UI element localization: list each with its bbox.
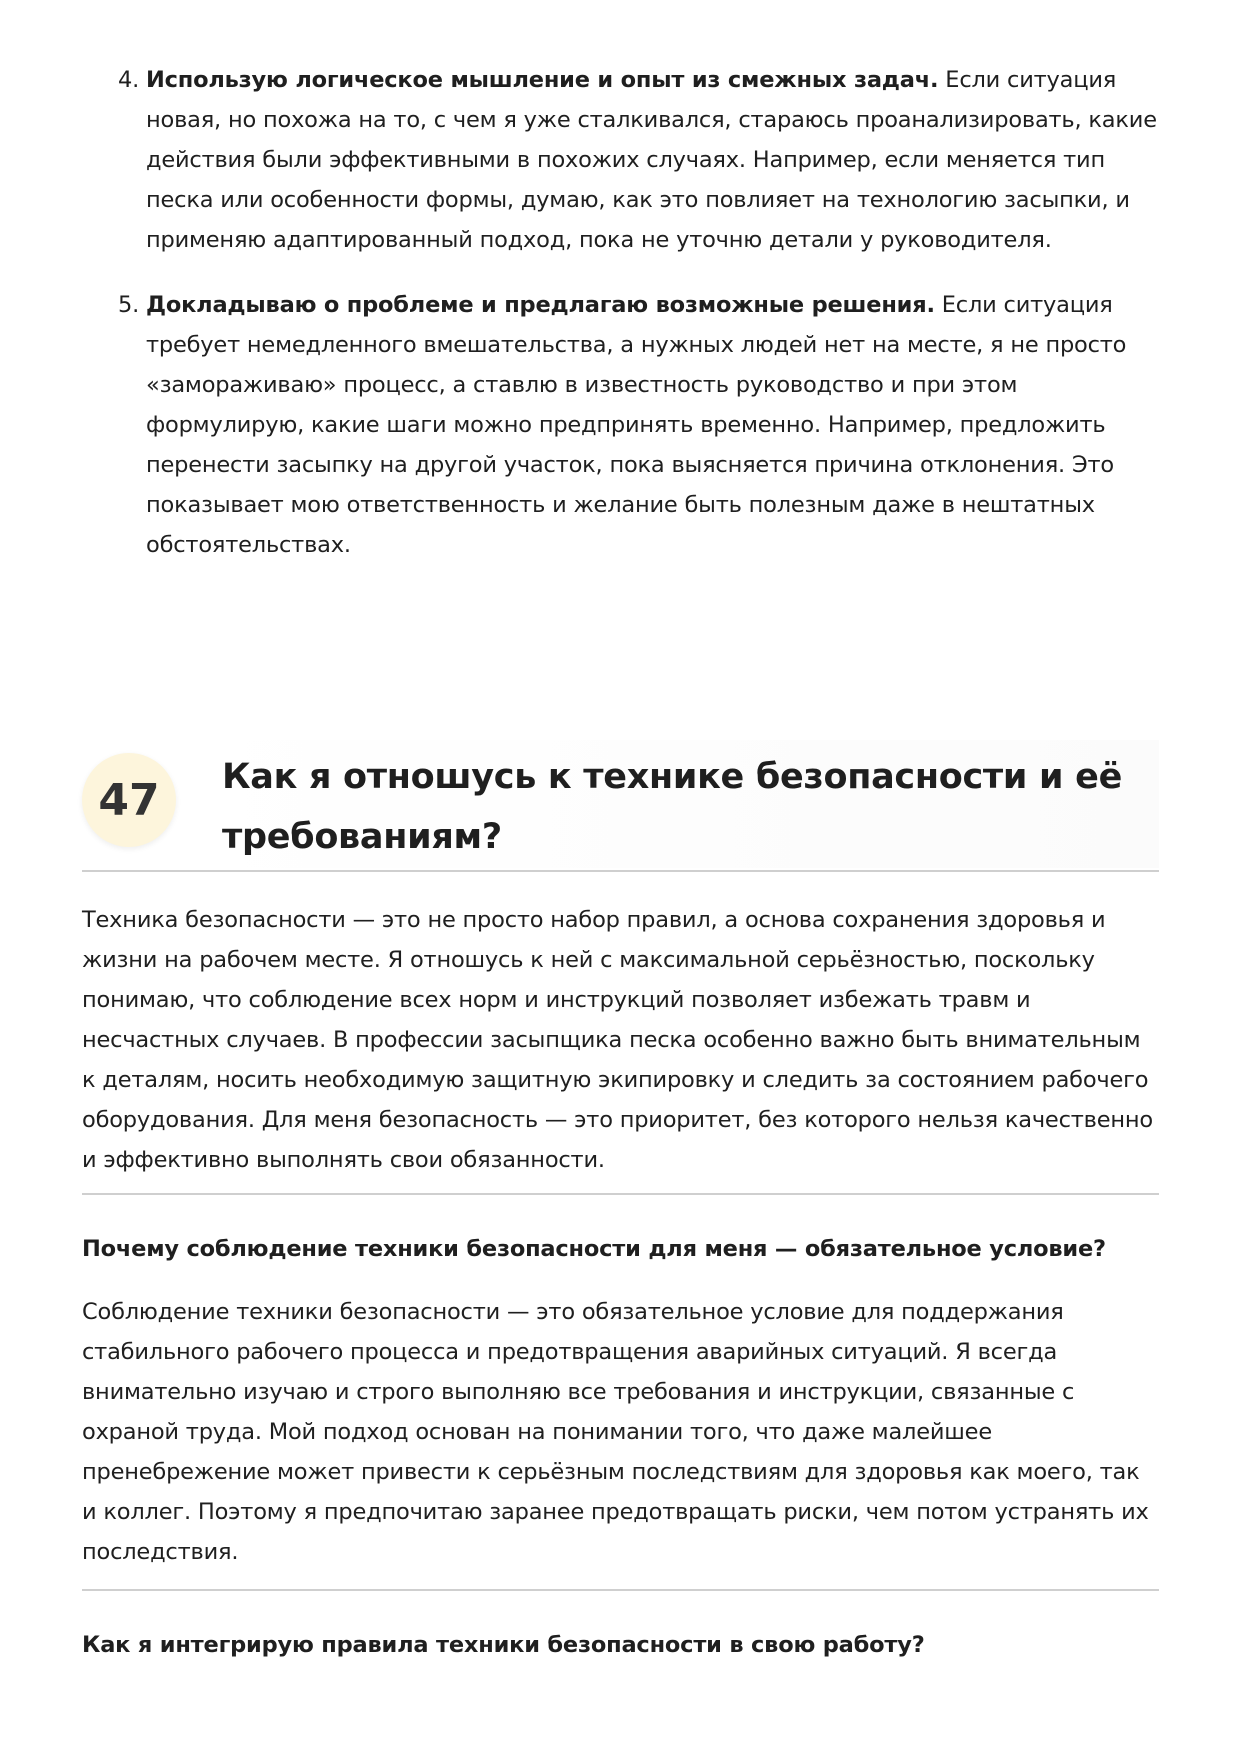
intro-paragraph: Техника безопасности — это не просто набор правил, а основа сохранения здоровья и жизни на рабочем месте. Я отношусь к ней с максимальной серьёзностью, поскольку понимаю, что соблюдение всех норм и инструкций позволяет избежать травм и несчастных случаев. В профессии засыпщика песка особенно важно быть внимательным к деталям, носить необходимую защитную экипировку и следить за состоянием рабочего оборудования. Для меня безопасность — это приоритет, без которого нельзя качественно и эффективно выполнять свои обязанности. bbox=[82, 907, 1153, 1173]
list-item-text: Если ситуация требует немедленного вмешательства, а нужных людей нет на месте, я не просто «замораживаю» процесс, а ставлю в известность руководство и при этом формулирую, какие шаги можно предпринять временно. Например, предложить перенести засыпку на другой участок, пока выясняется причина отклонения. Это показывает мою ответственность и желание быть полезным даже в нештатных обстоятельствах. bbox=[146, 292, 1127, 558]
question-number-badge: 47 bbox=[82, 753, 176, 847]
list-item-number: 4. bbox=[118, 67, 140, 93]
list-item bbox=[118, 285, 1158, 565]
list-item-lead: Докладываю о проблеме и предлагаю возможные решения. bbox=[146, 292, 935, 318]
list-item bbox=[118, 60, 1158, 260]
divider bbox=[82, 1193, 1159, 1195]
list-item-number: 5. bbox=[118, 292, 140, 318]
list-item-text: Если ситуация новая, но похожа на то, с чем я уже сталкивался, стараюсь проанализировать, какие действия были эффективными в похожих случаях. Например, если меняется тип песка или особенности формы, думаю, как это повлияет на технологию засыпки, и применяю адаптированный подход, пока не уточню детали у руководителя. bbox=[146, 67, 1157, 253]
section-paragraph: Соблюдение техники безопасности — это обязательное условие для поддержания стабильного рабочего процесса и предотвращения аварийных ситуаций. Я всегда внимательно изучаю и строго выполняю все требования и инструкции, связанные с охраной труда. Мой подход основан на понимании того, что даже малейшее пренебрежение может привести к серьёзным последствиям для здоровья как моего, так и коллег. Поэтому я предпочитаю заранее предотвращать риски, чем потом устранять их последствия. bbox=[82, 1299, 1149, 1565]
question-header bbox=[82, 740, 1159, 872]
section-heading: Как я интегрирую правила техники безопасности в свою работу? bbox=[82, 1632, 925, 1658]
question-title: Как я отношусь к технике безопасности и её требованиям? bbox=[222, 757, 1123, 857]
divider bbox=[82, 1589, 1159, 1591]
list-item-lead: Использую логическое мышление и опыт из смежных задач. bbox=[146, 67, 939, 93]
numbered-list bbox=[118, 60, 1158, 565]
section-heading: Почему соблюдение техники безопасности для меня — обязательное условие? bbox=[82, 1236, 1106, 1262]
